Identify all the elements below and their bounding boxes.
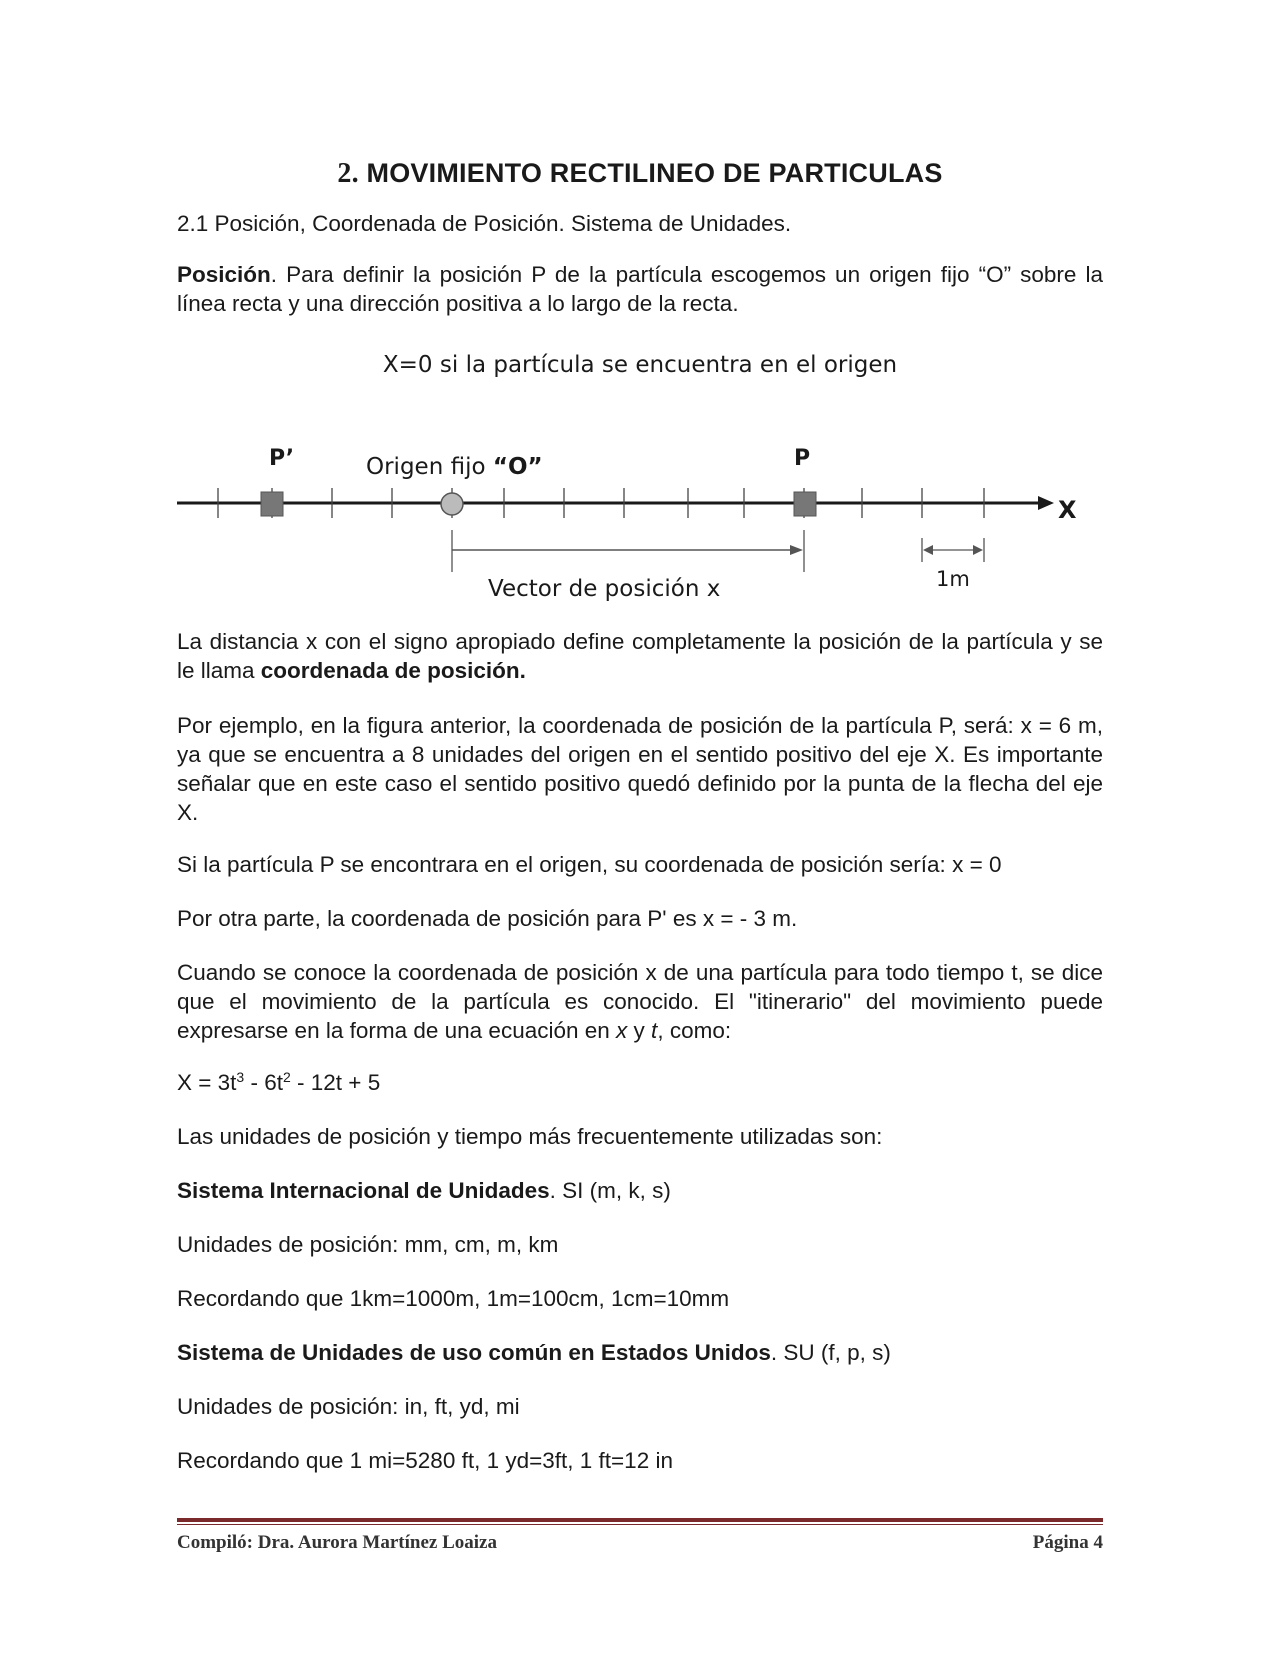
paragraph-coordenada: La distancia x con el signo apropiado define completamente la posición de la partícula y se le llama coordenada de posición. — [177, 629, 1103, 683]
paragraph-itinerario: Cuando se conoce la coordenada de posición x de una partícula para todo tiempo t, se dice que el movimiento de la partícula es conocido. El "itinerario" del movimiento puede expresarse en la forma de una ecuación en x y t, como: — [177, 960, 1103, 1043]
subsection-heading: 2.1 Posición, Coordenada de Posición. Sistema de Unidades. — [177, 211, 792, 236]
label-unit: 1m — [936, 567, 970, 591]
p-prime-marker — [261, 492, 283, 516]
equation: $X = 3t^3 - 6t^2 - 12t + 5$ — [177, 1069, 381, 1095]
footer-page-number: Página 4 — [1032, 1532, 1103, 1553]
unit-arrow-left — [923, 545, 933, 555]
p-marker — [794, 492, 816, 516]
posicion-label: Posición — [177, 262, 271, 287]
paragraph-unidades: Las unidades de posición y tiempo más frecuentemente utilizadas son: — [177, 1124, 883, 1149]
su-remember: Recordando que 1 mi=5280 ft, 1 yd=3ft, 1 ft=12 in — [177, 1448, 673, 1473]
si-units: Unidades de posición: mm, cm, m, km — [177, 1232, 559, 1257]
su-heading: Sistema de Unidades de uso común en Estados Unidos. SU (f, p, s) — [177, 1340, 891, 1365]
coordenada-bold: coordenada de posición. — [260, 658, 526, 683]
label-origin: Origen fijo “O” — [366, 454, 543, 480]
si-remember: Recordando que 1km=1000m, 1m=100cm, 1cm=10mm — [177, 1286, 730, 1311]
unit-arrow-right — [973, 545, 983, 555]
x-axis-arrowhead — [1038, 496, 1054, 510]
footer-author: Compiló: Dra. Aurora Martínez Loaiza — [177, 1532, 497, 1553]
su-units: Unidades de posición: in, ft, yd, mi — [177, 1394, 520, 1419]
label-p-prime: P’ — [269, 446, 295, 471]
label-x-axis: X — [1058, 496, 1077, 524]
paragraph-p-prime: Por otra parte, la coordenada de posición para P' es x = - 3 m. — [177, 906, 798, 931]
section-title-text: MOVIMIENTO RECTILINEO DE PARTICULAS — [366, 158, 943, 188]
si-heading: Sistema Internacional de Unidades. SI (m, k, s) — [177, 1178, 671, 1203]
paragraph-ejemplo: Por ejemplo, en la figura anterior, la coordenada de posición de la partícula P, será: x = 6 m, ya que se encuentra a 8 unidades del origen en el sentido positivo del eje X. Es importante señalar que en este caso el sentido positivo quedó definido por la punta de la flecha del eje X. — [177, 713, 1103, 825]
label-vector: Vector de posición x — [488, 576, 721, 602]
footer-rule-thin — [177, 1524, 1103, 1525]
posicion-text: . Para definir la posición P de la partícula escogemos un origen fijo “O” sobre la línea recta y una dirección positiva a lo largo de la recta. — [177, 262, 1103, 316]
position-axis-figure — [0, 0, 1280, 620]
paragraph-origen: Si la partícula P se encontrara en el origen, su coordenada de posición sería: x = 0 — [177, 852, 1002, 877]
section-number: 2. — [337, 158, 359, 189]
origin-marker — [441, 493, 463, 515]
label-p: P — [794, 446, 811, 471]
footer-rule-thick — [177, 1518, 1103, 1522]
figure-caption: X=0 si la partícula se encuentra en el origen — [382, 352, 898, 378]
vector-arrowhead — [790, 545, 803, 555]
